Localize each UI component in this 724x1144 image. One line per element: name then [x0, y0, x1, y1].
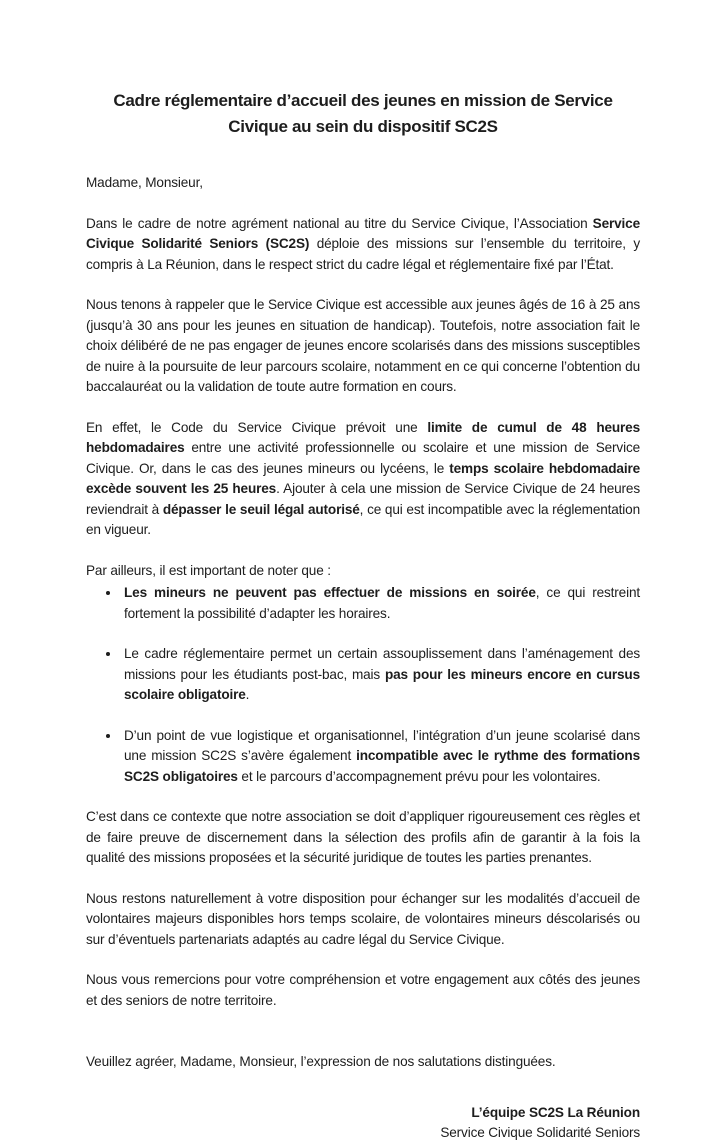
text-run: , ce qui est incompatible avec la réglementation en vigueur. [86, 501, 640, 537]
text-run: En effet, le Code du Service Civique prévoit une [86, 419, 428, 435]
text-run: Nous vous remercions pour votre compréhension et votre engagement aux côtés des jeunes et des seniors de notre territoire. [86, 972, 640, 1008]
bold-text-run: Les mineurs ne peuvent pas effectuer de missions en soirée [124, 585, 536, 600]
signature-org [86, 1123, 640, 1144]
bullet-list [86, 583, 640, 787]
bold-text-run: Service Civique Solidarité Seniors (SC2S) [86, 215, 640, 251]
text-run: . Ajouter à cela une mission de Service Civique de 24 heures reviendrait à [86, 481, 640, 517]
bullet-item [121, 726, 640, 788]
bold-text-run: temps scolaire hebdomadaire excède souvent les 25 heures [86, 460, 641, 496]
text-run: Par ailleurs, il est important de noter que : [86, 562, 331, 578]
signature-name [86, 1103, 640, 1124]
text-run: et le parcours d’accompagnement prévu pour les volontaires. [237, 768, 601, 784]
bold-text-run: pas pour les mineurs encore en cursus scolaire obligatoire [124, 666, 640, 702]
bullet-item [121, 583, 640, 624]
text-run: Le cadre réglementaire permet un certain assouplissement dans l’aménagement des missions pour les étudiants post-bac, mais [124, 646, 640, 682]
letter-body [86, 173, 640, 1144]
text-run: , ce qui restreint fortement la possibilité d’adapter les horaires. [124, 585, 640, 621]
paragraph [86, 295, 640, 398]
letter-title: Cadre réglementaire d’accueil des jeunes en mission de Service Civique au sein du dispositif SC2S [113, 91, 613, 136]
text-run: . [245, 687, 250, 702]
list-intro [86, 561, 640, 582]
text-run: Dans le cadre de notre agrément national au titre du Service Civique, l’Association [86, 215, 593, 231]
closing-formula [86, 1052, 640, 1073]
bullet-item [121, 644, 640, 706]
text-run: D’un point de vue logistique et organisationnel, l’intégration d’un jeune scolarisé dans une mission SC2S s’avère également [124, 727, 640, 763]
bold-text-run: incompatible avec le rythme des formations SC2S obligatoires [124, 748, 640, 784]
text-run: Nous restons naturellement à votre disposition pour échanger sur les modalités d’accueil de volontaires majeurs disponibles hors temps scolaire, de volontaires mineurs déscolarisés ou sur d’éventuels partenariats adaptés au cadre légal du Service Civique. [86, 890, 640, 947]
text-run: Madame, Monsieur, [86, 175, 203, 190]
paragraph [86, 807, 640, 869]
bold-text-run: dépasser le seuil légal autorisé [162, 501, 360, 517]
bold-text-run: L’équipe SC2S La Réunion [471, 1104, 640, 1120]
text-run: Nous tenons à rappeler que le Service Civique est accessible aux jeunes âgés de 16 à 25 ans (jusqu’à 30 ans pour les jeunes en situation de handicap). Toutefois, notre association fait le choix délibéré de ne pas engager de jeunes encore scolarisés dans des missions susceptibles de nuire à la poursuite de leur parcours scolaire, notamment en ce qui concerne l’obtention du baccalauréat ou la validation de toute autre formation en cours. [86, 297, 640, 394]
bold-text-run: limite de cumul de 48 heures hebdomadaires [86, 419, 641, 455]
text-run: déploie des missions sur l’ensemble du territoire, y compris à La Réunion, dans le respect strict du cadre légal et réglementaire fixé par l’État. [86, 236, 640, 272]
paragraph [86, 970, 640, 1011]
salutation [86, 173, 640, 194]
paragraph [86, 418, 640, 541]
text-run: Veuillez agréer, Madame, Monsieur, l’expression de nos salutations distinguées. [86, 1054, 556, 1069]
paragraph [86, 214, 640, 276]
text-run: entre une activité professionnelle ou scolaire et une mission de Service Civique. Or, dans le cas des jeunes mineurs ou lycéens, le [86, 440, 640, 476]
text-run: C’est dans ce contexte que notre association se doit d’appliquer rigoureusement ces règles et de faire preuve de discernement dans la sélection des profils afin de garantir à la fois la qualité des missions proposées et la sécurité juridique de toutes les parties prenantes. [86, 809, 640, 865]
text-run: Service Civique Solidarité Seniors [440, 1125, 640, 1140]
paragraph [86, 889, 640, 951]
